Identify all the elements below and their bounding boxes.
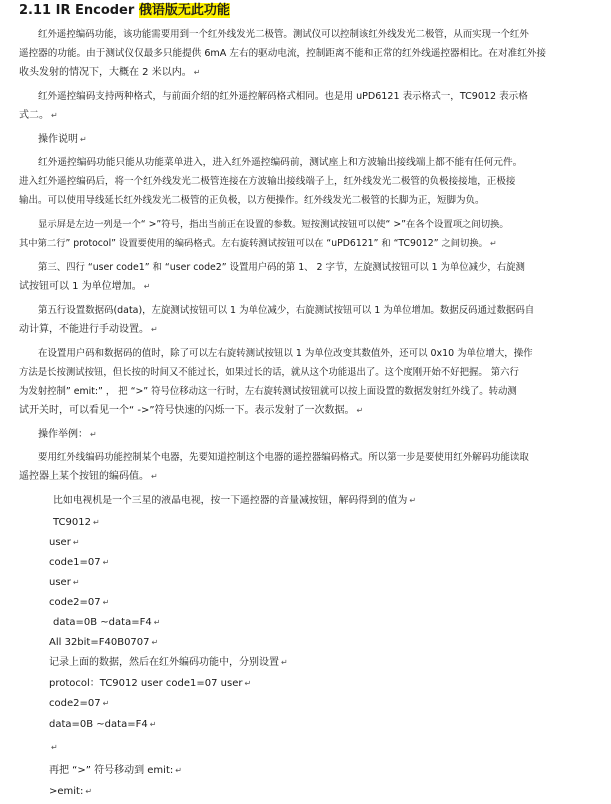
section-heading	[19, 2, 230, 20]
code-line: user ↵	[49, 577, 80, 588]
body-line: 显示屏是左边一列是一个“ >”符号，指出当前正在设置的参数。短按测试按钮可以使“ >”在各个设置项之间切换。	[38, 219, 509, 230]
body-line: 遥控器的功能。由于测试仪仅最多只能提供 6mA 左右的驱动电流，控制距离不能和正常的红外线遥控器相比。在对准红外接	[19, 48, 546, 59]
code-line: data=0B ~data=F4 ↵	[49, 719, 157, 730]
empty-line	[49, 741, 58, 755]
section-title: 2.11 IR Encoder	[19, 3, 139, 18]
body-line: 在设置用户码和数据码的值时，除了可以左右旋转测试按钮以 1 为单位改变其数值外，还可以 0x10 为单位增大，操作	[38, 348, 533, 359]
code-line: data=0B ~data=F4 ↵	[53, 617, 161, 628]
body-line: 为发射控制” emit:” ， 把 “>” 符号位移动这一行时，左右旋转测试按钮就可以按上面设置的数据发射红外线了。转动测	[19, 386, 517, 397]
body-line: 红外遥控编码支持两种格式，与前面介绍的红外遥控解码格式相同。也是用 uPD6121 表示格式一，TC9012 表示格	[38, 91, 528, 102]
paragraph-mark-icon: ↵	[72, 538, 80, 547]
paragraph-mark-icon: ↵	[51, 743, 58, 752]
paragraph-mark-icon: ↵	[153, 618, 161, 627]
paragraph-mark-icon: ↵	[175, 766, 182, 775]
paragraph-mark-icon: ↵	[92, 518, 100, 527]
body-line: 操作举例： ↵	[38, 429, 97, 440]
body-line: 方法是长按测试按钮，但长按的时间又不能过长，如果过长的话，就从这个功能退出了。这个度刚开始不好把握。 第六行	[19, 367, 519, 378]
body-line: 红外遥控编码功能只能从功能菜单进入，进入红外遥控编码前，测试座上和方波输出接线端上都不能有任何元件。	[38, 157, 523, 168]
code-line: TC9012 ↵	[53, 517, 100, 528]
paragraph-mark-icon: ↵	[151, 325, 158, 334]
body-line: 第三、四行 “user code1” 和 “user code2” 设置用户码的第 1、 2 字节，左旋测试按钮可以 1 为单位减少，右旋测	[38, 262, 525, 273]
body-line: 式二。 ↵	[19, 110, 58, 121]
body-line: 操作说明 ↵	[38, 134, 87, 145]
paragraph-mark-icon: ↵	[409, 496, 417, 505]
body-line: 比如电视机是一个三星的液晶电视，按一下遥控器的音量减按钮，解码得到的值为 ↵	[53, 495, 417, 506]
paragraph-mark-icon: ↵	[244, 679, 252, 688]
paragraph-mark-icon: ↵	[80, 135, 87, 144]
code-line: code2=07 ↵	[49, 698, 110, 709]
code-line: user ↵	[49, 537, 80, 548]
paragraph-mark-icon: ↵	[90, 430, 97, 439]
body-line: 其中第二行” protocol” 设置要使用的编码格式。左右旋转测试按钮可以在 “uPD6121” 和 “TC9012” 之间切换。 ↵	[19, 238, 497, 249]
body-line: 要用红外线编码功能控制某个电器，先要知道控制这个电器的遥控器编码格式。所以第一步是要使用红外解码功能读取	[38, 452, 529, 463]
code-line: protocol：TC9012 user code1=07 user ↵	[49, 678, 252, 689]
paragraph-mark-icon: ↵	[281, 658, 288, 667]
paragraph-mark-icon: ↵	[102, 598, 110, 607]
body-line: 输出。可以使用导线延长红外线发光二极管的正负极，以方便操作。红外线发光二极管的长脚为正，短脚为负。	[19, 195, 485, 206]
paragraph-mark-icon: ↵	[102, 699, 110, 708]
code-line: All 32bit=F40B0707 ↵	[49, 637, 159, 648]
body-line: 收头发射的情况下，大概在 2 米以内。 ↵	[19, 67, 201, 78]
paragraph-mark-icon: ↵	[102, 558, 110, 567]
paragraph-mark-icon: ↵	[151, 638, 159, 647]
highlighted-note: 俄语版无此功能	[138, 3, 230, 18]
paragraph-mark-icon: ↵	[151, 472, 158, 481]
code-line: >emit: ↵	[49, 786, 93, 797]
paragraph-mark-icon: ↵	[149, 720, 157, 729]
paragraph-mark-icon: ↵	[356, 406, 364, 415]
code-line: code2=07 ↵	[49, 597, 110, 608]
paragraph-mark-icon: ↵	[193, 68, 201, 77]
body-line: 记录上面的数据，然后在红外编码功能中，分别设置 ↵	[49, 657, 288, 668]
body-line: 第五行设置数据码(data)，左旋测试按钮可以 1 为单位减少，右旋测试按钮可以 1 为单位增加。数据反码通过数据码自	[38, 305, 535, 316]
body-line: 动计算，不能进行手动设置。 ↵	[19, 324, 158, 335]
body-line: 红外遥控编码功能，该功能需要用到一个红外线发光二极管。测试仪可以控制该红外线发光二极管，从而实现一个红外	[38, 29, 529, 40]
body-line: 进入红外遥控编码后，将一个红外线发光二极管连接在方波输出接线端子上，红外线发光二极管的负极接接地，正极接	[19, 176, 516, 187]
code-line: code1=07 ↵	[49, 557, 110, 568]
paragraph-mark-icon: ↵	[489, 239, 497, 248]
body-line: 试按钮可以 1 为单位增加。 ↵	[19, 281, 151, 292]
paragraph-mark-icon: ↵	[143, 282, 151, 291]
body-line: 再把 “>” 符号移动到 emit: ↵	[49, 765, 182, 776]
body-line: 试开关时，可以看见一个“ ->”符号快速的闪烁一下。表示发射了一次数据。 ↵	[19, 405, 364, 416]
paragraph-mark-icon: ↵	[85, 787, 93, 796]
paragraph-mark-icon: ↵	[72, 578, 80, 587]
paragraph-mark-icon: ↵	[51, 111, 58, 120]
body-line: 遥控器上某个按钮的编码值。 ↵	[19, 471, 158, 482]
